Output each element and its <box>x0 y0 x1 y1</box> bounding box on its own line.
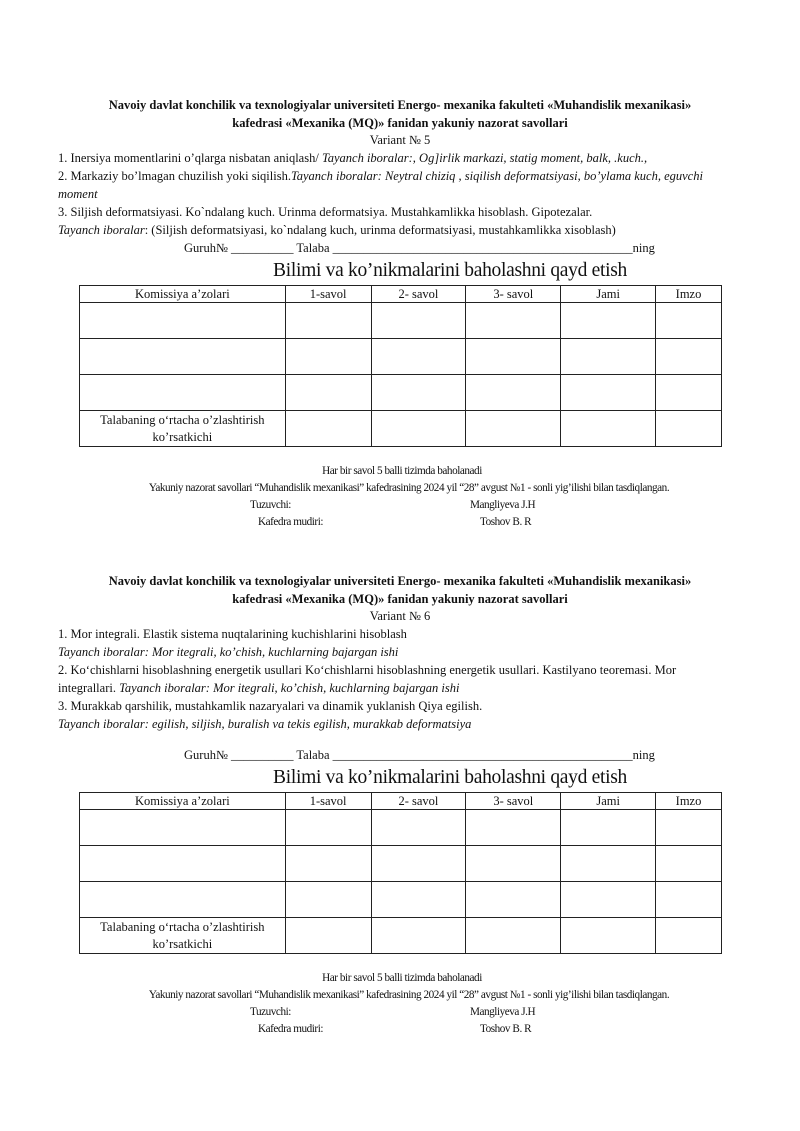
grading-note: Har bir savol 5 balli tizimda baholanadi <box>322 972 482 984</box>
col-q2: 2- savol <box>371 286 466 303</box>
exam-sheet-variant-5 <box>0 96 800 531</box>
average-row-label: Talabaning o‘rtacha o’zlashtirish ko’rsatkichi <box>80 918 286 954</box>
col-q1: 1-savol <box>285 286 371 303</box>
col-signature: Imzo <box>656 286 722 303</box>
head-label: Kafedra mudiri: <box>258 516 324 528</box>
approval-text: Yakuniy nazorat savollari “Muhandislik mexanikasi” kafedrasining 2024 yil “28” avgust №1 - sonli yig’ilishi bilan tasdiqlangan. <box>148 482 670 494</box>
grading-table <box>79 792 722 954</box>
average-row-label: Talabaning o‘rtacha o’zlashtirish ko’rsatkichi <box>80 411 286 447</box>
table-title: Bilimi va ko’nikmalarini baholashni qayd etish <box>273 260 627 281</box>
exam-sheet-variant-6 <box>0 572 800 1038</box>
table-row <box>80 375 722 411</box>
question-2: 2. Ko‘chishlarni hisoblashning energetik usullari Ko‘chishlarni hisoblashning energetik usullari. Kastilyano teoremasi. Mor integrallari. Tayanch iboralar: Mor itegrali, ko’chish, kuchlarning bajargan ishi <box>58 663 677 695</box>
average-row <box>80 411 722 447</box>
university-header: Navoiy davlat konchilik va texnologiyalar universiteti Energo- mexanika fakulteti «Muhandislik mexanikasi» kafedrasi «Mexanika (MQ)» fanidan yakuniy nazorat savollari <box>108 98 692 130</box>
col-q3: 3- savol <box>466 793 561 810</box>
footer <box>0 970 800 1038</box>
variant-number: Variant № 6 <box>369 609 431 623</box>
head-label: Kafedra mudiri: <box>258 1023 324 1035</box>
col-commission: Komissiya a’zolari <box>80 793 286 810</box>
table-row <box>80 882 722 918</box>
col-total: Jami <box>561 286 656 303</box>
col-q2: 2- savol <box>371 793 466 810</box>
col-total: Jami <box>561 793 656 810</box>
average-row <box>80 918 722 954</box>
university-header: Navoiy davlat konchilik va texnologiyalar universiteti Energo- mexanika fakulteti «Muhandislik mexanikasi» kafedrasi «Mexanika (MQ)» fanidan yakuniy nazorat savollari <box>108 574 692 606</box>
compiler-label: Tuzuvchi: <box>250 499 291 511</box>
table-row <box>80 810 722 846</box>
question-1-keywords: Tayanch iboralar:, Og]irlik markazi, statig moment, balk, .kuch., <box>321 151 648 165</box>
compiler-name: Mangliyeva J.H <box>470 499 536 511</box>
question-1: 1. Inersiya momentlarini o’qlarga nisbatan aniqlash/ Tayanch iboralar:, Og]irlik markazi, statig moment, balk, .kuch., <box>58 151 648 165</box>
question-3-keywords: Tayanch iboralar: (Siljish deformatsiyasi, ko`ndalang kuch, urinma deformatsiyasi, mustahkamlikka xisoblash) <box>58 223 616 237</box>
head-name: Toshov B. R <box>480 1023 532 1035</box>
question-2-keywords: Tayanch iboralar: Mor itegrali, ko’chish, kuchlarning bajargan ishi <box>119 681 460 695</box>
variant-number: Variant № 5 <box>369 133 431 147</box>
approval-text: Yakuniy nazorat savollari “Muhandislik mexanikasi” kafedrasining 2024 yil “28” avgust №1 - sonli yig’ilishi bilan tasdiqlangan. <box>148 989 670 1001</box>
question-2-keywords: Tayanch iboralar: Neytral chiziq , siqilish deformatsiyasi, bo’ylama kuch, eguvchi moment <box>58 169 703 201</box>
question-1: 1. Mor integrali. Elastik sistema nuqtalarining kuchishlarini hisoblash <box>58 627 407 641</box>
compiler-label: Tuzuvchi: <box>250 1006 291 1018</box>
student-group-line[interactable]: Guruh№ __________ Talaba ________________________________________________ning <box>184 748 655 762</box>
table-title: Bilimi va ko’nikmalarini baholashni qayd etish <box>273 767 627 788</box>
table-row <box>80 303 722 339</box>
grading-note: Har bir savol 5 balli tizimda baholanadi <box>322 465 482 477</box>
table-header-row <box>80 793 722 810</box>
col-q3: 3- savol <box>466 286 561 303</box>
student-group-line[interactable]: Guruh№ __________ Talaba ________________________________________________ning <box>184 241 655 255</box>
compiler-name: Mangliyeva J.H <box>470 1006 536 1018</box>
table-row <box>80 846 722 882</box>
question-3: 3. Siljish deformatsiyasi. Ko`ndalang kuch. Urinma deformatsiya. Mustahkamlikka hisoblash. Gipotezalar. <box>58 205 593 219</box>
question-1-keywords: Tayanch iboralar: Mor itegrali, ko’chish, kuchlarning bajargan ishi <box>58 645 399 659</box>
question-3: 3. Murakkab qarshilik, mustahkamlik nazaryalari va dinamik yuklanish Qiya egilish. <box>58 699 483 713</box>
grading-table <box>79 285 722 447</box>
col-commission: Komissiya a’zolari <box>80 286 286 303</box>
footer <box>0 463 800 531</box>
question-3-keywords: Tayanch iboralar: egilish, siljish, buralish va tekis egilish, murakkab deformatsiya <box>58 717 472 731</box>
table-row <box>80 339 722 375</box>
col-signature: Imzo <box>656 793 722 810</box>
head-name: Toshov B. R <box>480 516 532 528</box>
question-2: 2. Markaziy bo’lmagan chuzilish yoki siqilish.Tayanch iboralar: Neytral chiziq , siqilish deformatsiyasi, bo’ylama kuch, eguvchi moment <box>58 169 703 201</box>
table-header-row <box>80 286 722 303</box>
col-q1: 1-savol <box>285 793 371 810</box>
